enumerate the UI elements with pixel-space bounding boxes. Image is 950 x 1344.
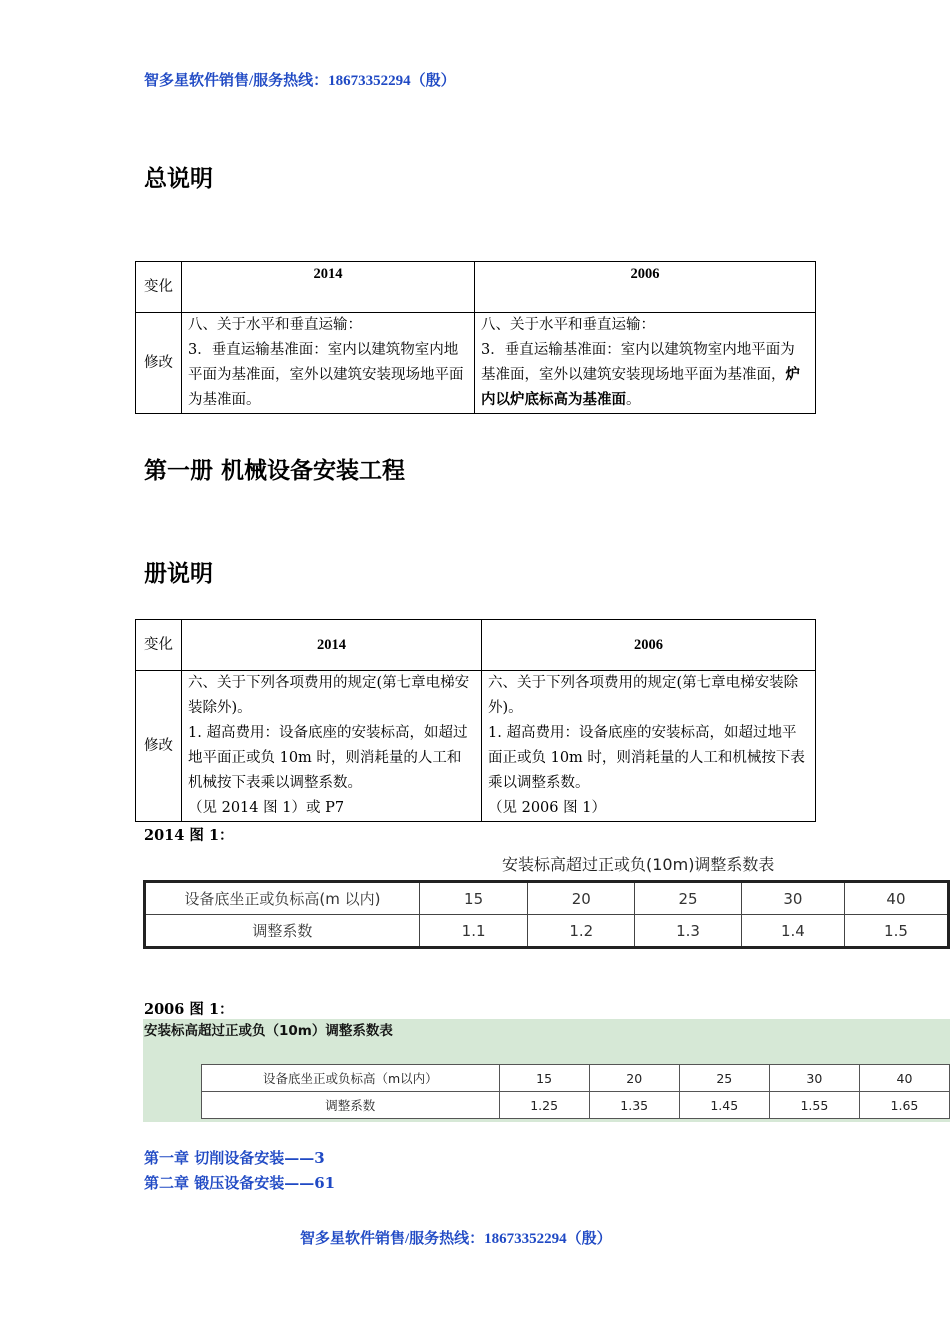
coef-cell: 1.5 — [844, 915, 948, 948]
figure-label-2006: 2006 图 1： — [144, 1001, 234, 1018]
cell-2014-text — [182, 313, 475, 414]
col-label-change: 变化 — [136, 620, 182, 671]
cell-2006-line: （见 2006 图 1） — [488, 800, 606, 816]
height-cell: 25 — [679, 1065, 769, 1092]
toc-link-chapter-1[interactable]: 第一章 切削设备安装——3 — [144, 1149, 325, 1167]
height-cell: 20 — [589, 1065, 679, 1092]
cell-2006-normal-text: 3．垂直运输基准面：室内以建筑物室内地平面为基准面，室外以建筑安装现场地平面为基准面， — [481, 342, 795, 383]
cell-2006-line: 1. 超高费用：设备底座的安装标高，如超过地平面正或负 10m 时，则消耗量的人工和机械按下表乘以调整系数。 — [488, 725, 805, 791]
coef-cell: 1.1 — [419, 915, 528, 948]
cell-2014-line: 3．垂直运输基准面：室内以建筑物室内地平面为基准面，室外以建筑安装现场地平面为基准面。 — [188, 342, 464, 408]
cell-2014-line: 八、关于水平和垂直运输： — [188, 317, 362, 333]
cell-2006-line — [481, 338, 809, 413]
height-cell: 30 — [769, 1065, 859, 1092]
coefficient-table-2014 — [143, 880, 950, 949]
col-header-2014: 2014 — [182, 262, 475, 313]
footer-hotline: 智多星软件销售/服务热线：18673352294（殷） — [300, 1231, 612, 1247]
coef-cell: 1.25 — [499, 1092, 589, 1119]
height-cell: 15 — [419, 882, 528, 915]
row-label-coefficient: 调整系数 — [145, 915, 420, 948]
cell-2014-line: （见 2014 图 1）或 P7 — [188, 800, 345, 816]
col-header-2006: 2006 — [475, 262, 816, 313]
col-label-change: 变化 — [136, 262, 182, 313]
cell-2014-line: 六、关于下列各项费用的规定(第七章电梯安装除外)。 — [188, 675, 470, 716]
row-label-coefficient: 调整系数 — [202, 1092, 500, 1119]
section-title-volume-one: 第一册 机械设备安装工程 — [144, 458, 406, 484]
col-header-2014: 2014 — [182, 620, 482, 671]
coef-cell: 1.55 — [769, 1092, 859, 1119]
header-hotline: 智多星软件销售/服务热线：18673352294（殷） — [144, 73, 456, 89]
cell-2006-end-text: 。 — [626, 392, 641, 408]
coef-cell: 1.4 — [741, 915, 844, 948]
toc-link-chapter-2[interactable]: 第二章 锻压设备安装——61 — [144, 1174, 336, 1192]
comparison-table-general — [135, 261, 816, 414]
figure-2006-caption: 安装标高超过正或负（10m）调整系数表 — [144, 1023, 393, 1039]
height-cell: 40 — [844, 882, 948, 915]
coef-cell: 1.2 — [528, 915, 635, 948]
figure-label-2014: 2014 图 1： — [144, 827, 234, 844]
coef-cell: 1.35 — [589, 1092, 679, 1119]
cell-2006-bold-text: 炉内以炉底标高为基准面 — [481, 367, 800, 408]
cell-2006-line: 八、关于水平和垂直运输： — [481, 317, 655, 333]
height-cell: 30 — [741, 882, 844, 915]
figure-2014-image — [143, 848, 950, 956]
height-cell: 20 — [528, 882, 635, 915]
cell-2006-line: 六、关于下列各项费用的规定(第七章电梯安装除外)。 — [488, 675, 799, 716]
coef-cell: 1.45 — [679, 1092, 769, 1119]
cell-2014-line: 1. 超高费用：设备底座的安装标高，如超过地平面正或负 10m 时，则消耗量的人工和机械按下表乘以调整系数。 — [188, 725, 468, 791]
col-header-2006: 2006 — [482, 620, 816, 671]
row-label-height: 设备底坐正或负标高(m 以内) — [145, 882, 420, 915]
coef-cell: 1.65 — [859, 1092, 949, 1119]
height-cell: 15 — [499, 1065, 589, 1092]
figure-2014-caption: 安装标高超过正或负(10m)调整系数表 — [502, 855, 775, 874]
section-title-volume-notes: 册说明 — [144, 561, 213, 587]
row-label-modify: 修改 — [136, 671, 182, 822]
figure-2006-image — [143, 1019, 950, 1122]
height-cell: 25 — [635, 882, 742, 915]
coefficient-table-2006 — [201, 1064, 950, 1119]
cell-2006-text — [482, 671, 816, 822]
row-label-modify: 修改 — [136, 313, 182, 414]
row-label-height: 设备底坐正或负标高（m以内） — [202, 1065, 500, 1092]
cell-2006-text — [475, 313, 816, 414]
cell-2014-text — [182, 671, 482, 822]
section-title-general: 总说明 — [144, 166, 213, 192]
coef-cell: 1.3 — [635, 915, 742, 948]
height-cell: 40 — [859, 1065, 949, 1092]
comparison-table-volume — [135, 619, 816, 822]
